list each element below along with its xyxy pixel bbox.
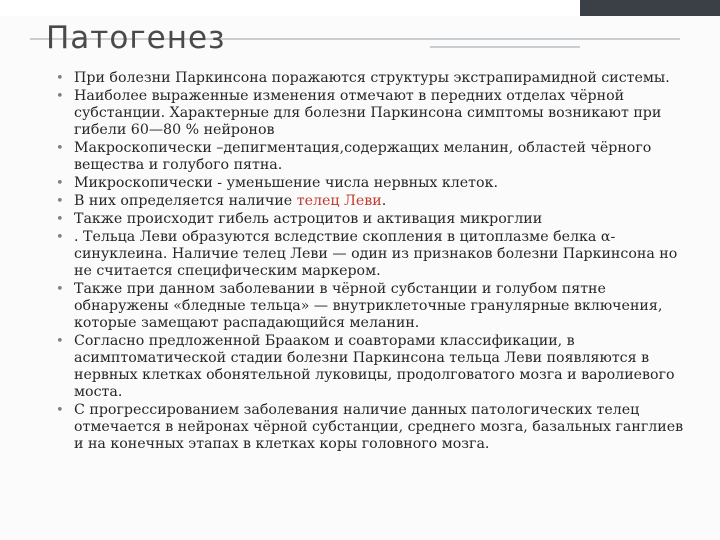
bullet-text: Также при данном заболевании в чёрной субстанции и голубом пятне обнаружены «бледные тельца» — внутриклеточные гранулярные включения, которые замещают распадающийся меланин. <box>74 281 663 331</box>
decorative-rule-short <box>430 46 580 48</box>
bullet-icon: • <box>56 282 64 297</box>
bullet-item <box>52 175 692 192</box>
bullet-list <box>52 70 692 453</box>
bullet-icon: • <box>56 176 64 191</box>
bullet-text: Согласно предложенной Брааком и соавторами классификации, в асимптоматической стадии болезни Паркинсона тельца Леви появляются в нервных клетках обонятельной луковицы, продолговатого мозга и варолиевого моста. <box>74 333 675 400</box>
bullet-icon: • <box>56 212 64 227</box>
bullet-icon: • <box>56 89 64 104</box>
bullet-text: Также происходит гибель астроцитов и активация микроглии <box>74 211 543 227</box>
bullet-icon: • <box>56 71 64 86</box>
bullet-item <box>52 70 692 87</box>
bullet-icon: • <box>56 334 64 349</box>
bullet-item <box>52 140 692 174</box>
bullet-item <box>52 193 692 210</box>
bullet-text: При болезни Паркинсона поражаются структуры экстрапирамидной системы. <box>74 70 670 86</box>
slide-body <box>52 70 692 454</box>
bullet-text: . Тельца Леви образуются вследствие скопления в цитоплазме белка α-синуклеина. Наличие телец Леви — один из признаков болезни Паркинсона но не считается специфическим маркером. <box>74 229 678 279</box>
bullet-item <box>52 402 692 453</box>
bullet-text: С прогрессированием заболевания наличие данных патологических телец отмечается в нейронах чёрной субстанции, среднего мозга, базальных ганглиев и на конечных этапах в клетках коры головного мозга. <box>74 402 684 452</box>
bullet-icon: • <box>56 194 64 209</box>
bullet-item <box>52 281 692 332</box>
decorative-dark-block <box>580 0 720 16</box>
bullet-text: Макроскопически –депигментация,содержащих меланин, областей чёрного вещества и голубого пятна. <box>74 140 652 173</box>
bullet-icon: • <box>56 141 64 156</box>
bullet-text: В них определяется наличие <box>74 193 297 209</box>
bullet-text-end: . <box>381 193 387 209</box>
bullet-item <box>52 229 692 280</box>
bullet-item <box>52 88 692 139</box>
bullet-text: Наиболее выраженные изменения отмечают в передних отделах чёрной субстанции. Характерные для болезни Паркинсона симптомы возникают при гибели 60—80 % нейронов <box>74 88 662 138</box>
slide-title: Патогенез <box>46 20 226 56</box>
bullet-text: Микроскопически - уменьшение числа нервных клеток. <box>74 175 498 191</box>
lewy-bodies-highlight: телец Леви <box>296 193 382 209</box>
bullet-item <box>52 333 692 401</box>
bullet-icon: • <box>56 230 64 245</box>
bullet-item <box>52 211 692 228</box>
bullet-icon: • <box>56 403 64 418</box>
